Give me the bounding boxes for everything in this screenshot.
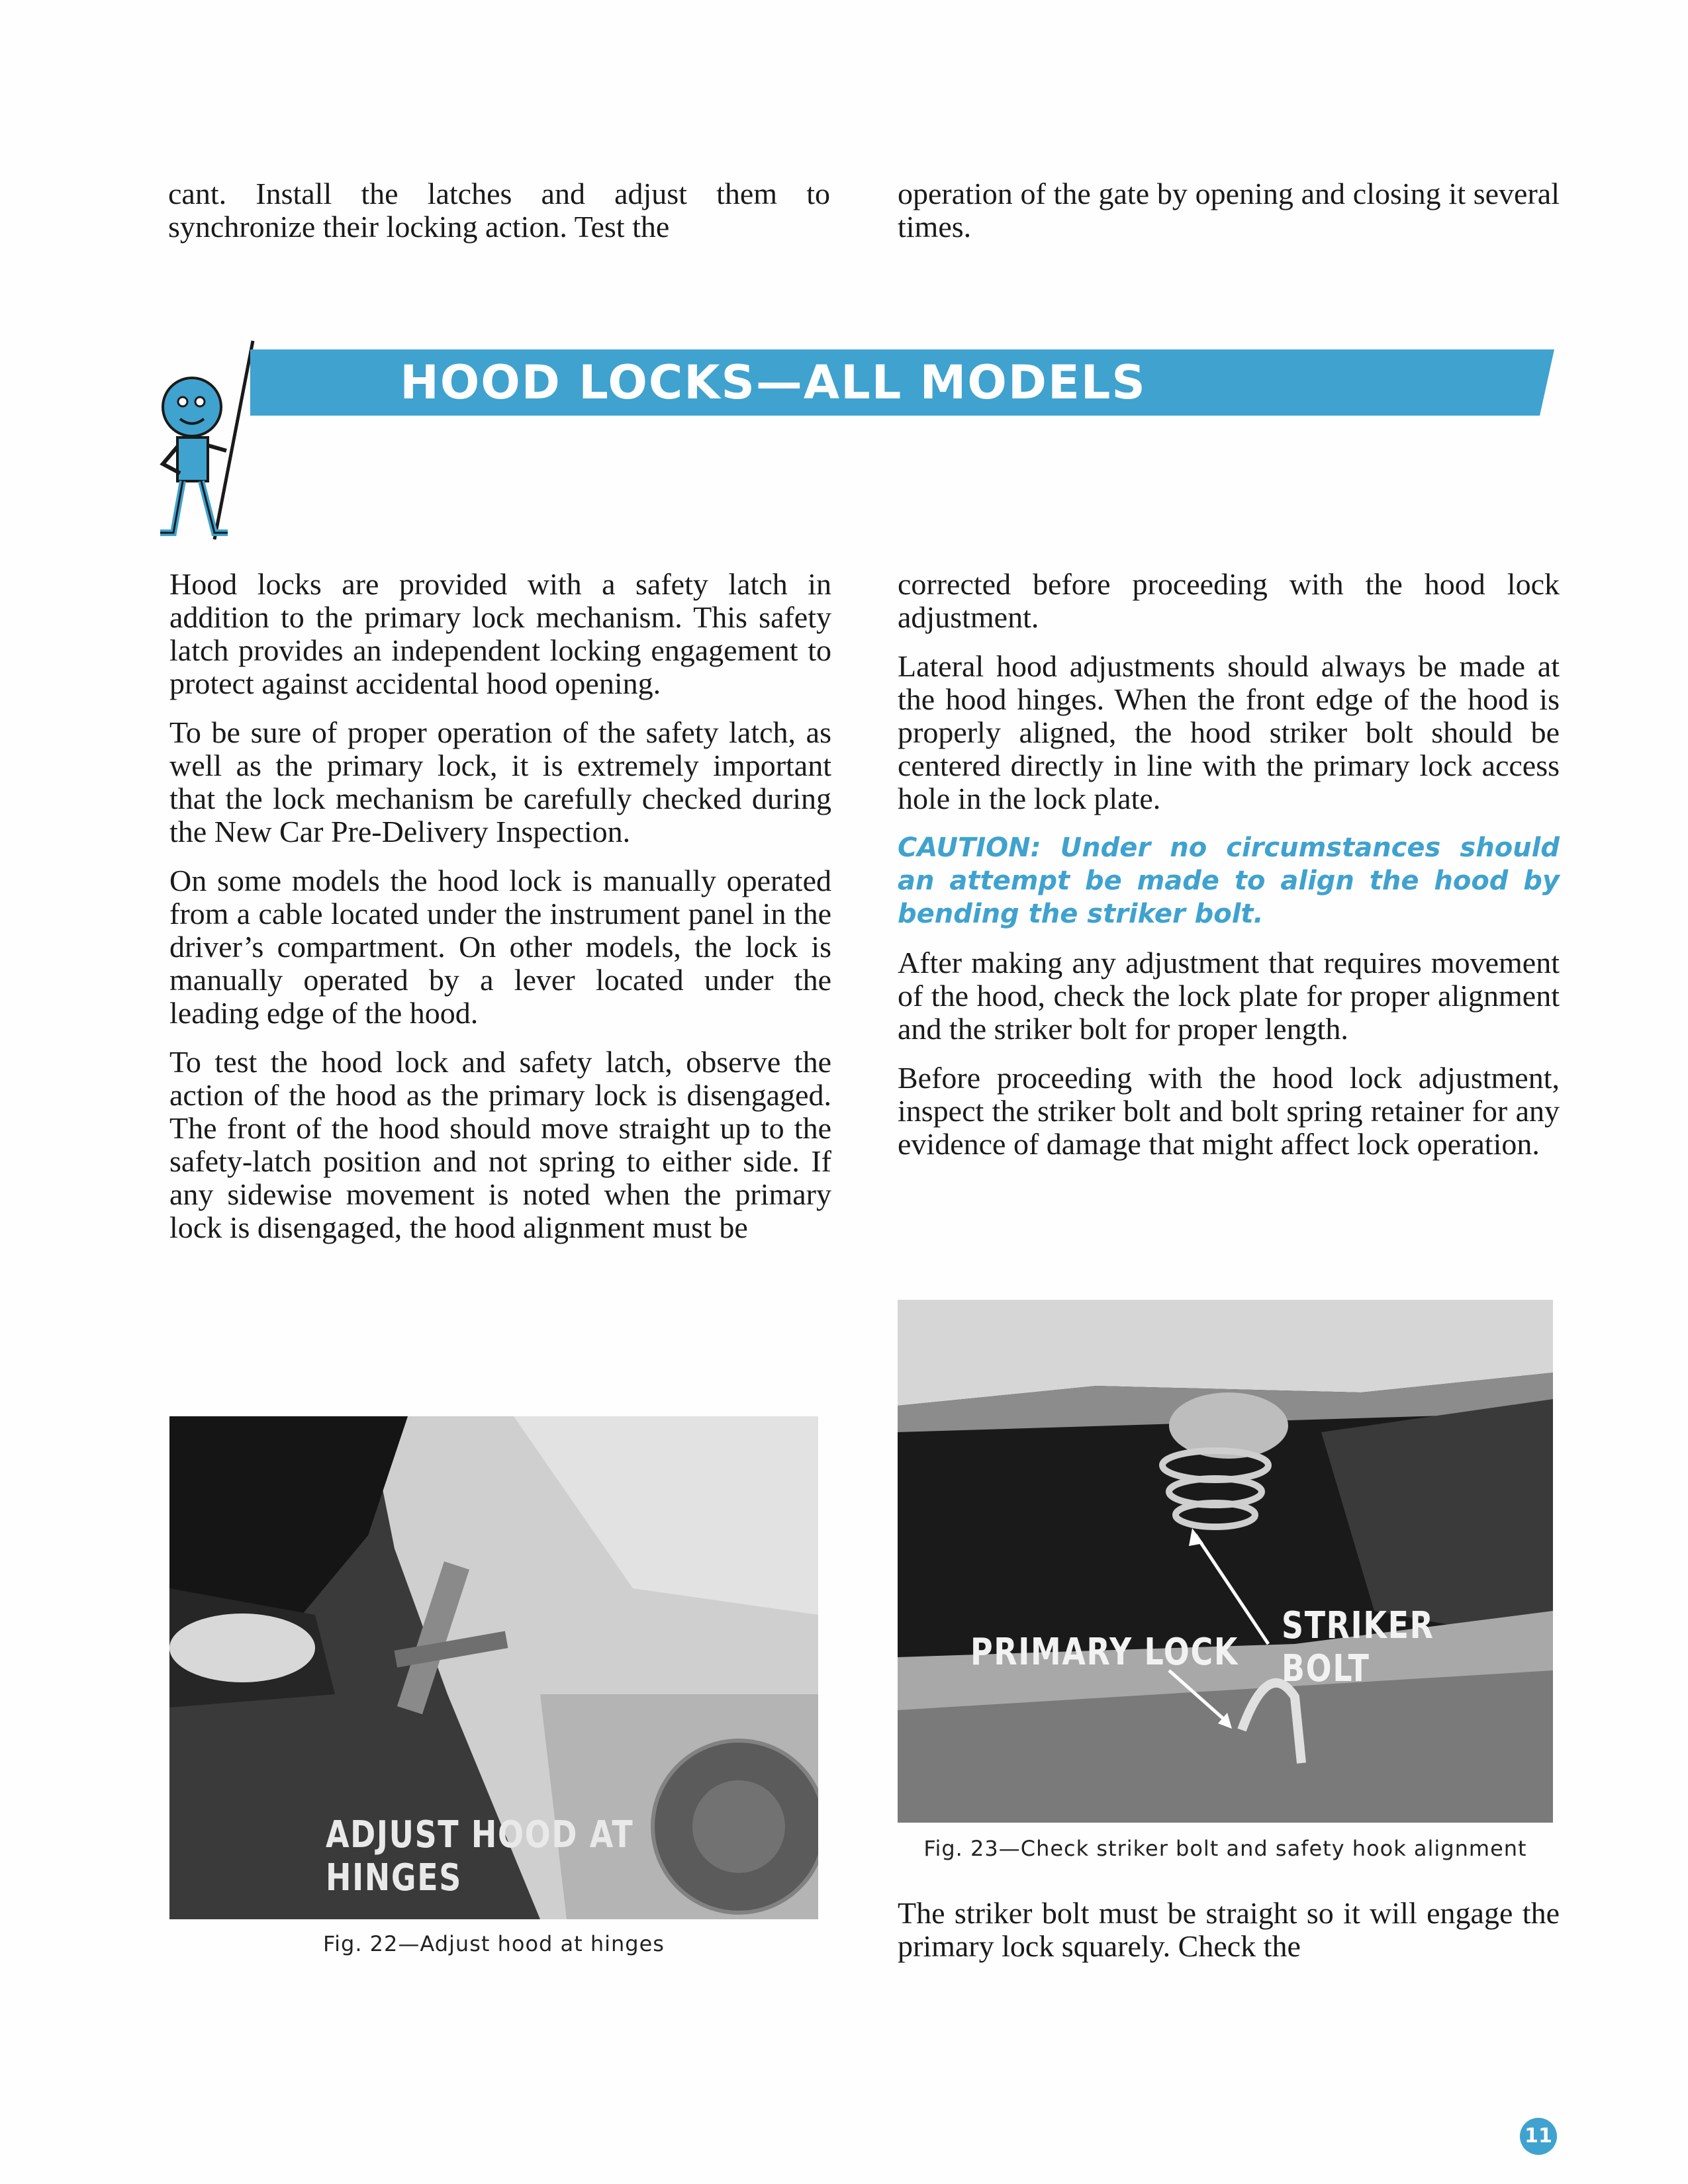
paragraph: Hood locks are provided with a safety latch in addition to the primary lock mechanism. This safety latch provides an independent locking engagement to protect against accidental hood opening. <box>169 567 831 700</box>
section-title: HOOD LOCKS—ALL MODELS <box>400 355 1147 410</box>
striker-bolt-label: STRIKER BOLT <box>1282 1604 1434 1690</box>
paragraph: On some models the hood lock is manually operated from a cable located under the instrument panel in the driver’s compartment. On other models, the lock is manually operated by a lever located under the leading edge of the hood. <box>169 864 831 1030</box>
top-left-column <box>168 177 830 259</box>
bottom-right-column <box>898 1897 1560 1979</box>
section-banner <box>250 349 1554 416</box>
page-number: 11 <box>1520 2118 1557 2155</box>
mascot-holding-pennant-icon <box>154 334 266 549</box>
left-column <box>169 568 831 1260</box>
figure-23-photo <box>898 1300 1553 1823</box>
paragraph: corrected before proceeding with the hood lock adjustment. <box>898 567 1560 634</box>
right-column <box>898 568 1560 1177</box>
paragraph: The striker bolt must be straight so it will engage the primary lock squarely. Check the <box>898 1896 1560 1963</box>
figure-22-label: ADJUST HOOD AT HINGES <box>326 1813 634 1899</box>
continued-paragraph: operation of the gate by opening and closing it several times. <box>898 177 1560 244</box>
paragraph: After making any adjustment that requires movement of the hood, check the lock plate for proper alignment and the striker bolt for proper length. <box>898 946 1560 1046</box>
paragraph: Lateral hood adjustments should always be made at the hood hinges. When the front edge of the hood is properly aligned, the hood striker bolt should be centered directly in line with the primary lock access hole in the lock plate. <box>898 649 1560 815</box>
continued-paragraph: cant. Install the latches and adjust them to synchronize their locking action. Test the <box>168 177 830 244</box>
figure-23-caption: Fig. 23—Check striker bolt and safety hook alignment <box>923 1836 1527 1861</box>
paragraph: To be sure of proper operation of the safety latch, as well as the primary lock, it is extremely important that the lock mechanism be carefully checked during the New Car Pre-Delivery Inspection. <box>169 715 831 848</box>
paragraph: Before proceeding with the hood lock adjustment, inspect the striker bolt and bolt spring retainer for any evidence of damage that might affect lock operation. <box>898 1061 1560 1161</box>
figure-22-caption: Fig. 22—Adjust hood at hinges <box>323 1931 665 1956</box>
figure-22-photo <box>169 1416 818 1919</box>
caution-note: CAUTION: Under no circumstances should an attempt be made to align the hood by bending the striker bolt. <box>898 833 1560 929</box>
primary-lock-label: PRIMARY LOCK <box>970 1631 1239 1674</box>
paragraph: To test the hood lock and safety latch, observe the action of the hood as the primary lock is disengaged. The front of the hood should move straight up to the safety-latch position and not spring to either side. If any sidewise movement is noted when the primary lock is disengaged, the hood alignment must be <box>169 1045 831 1244</box>
top-right-column <box>898 177 1560 259</box>
